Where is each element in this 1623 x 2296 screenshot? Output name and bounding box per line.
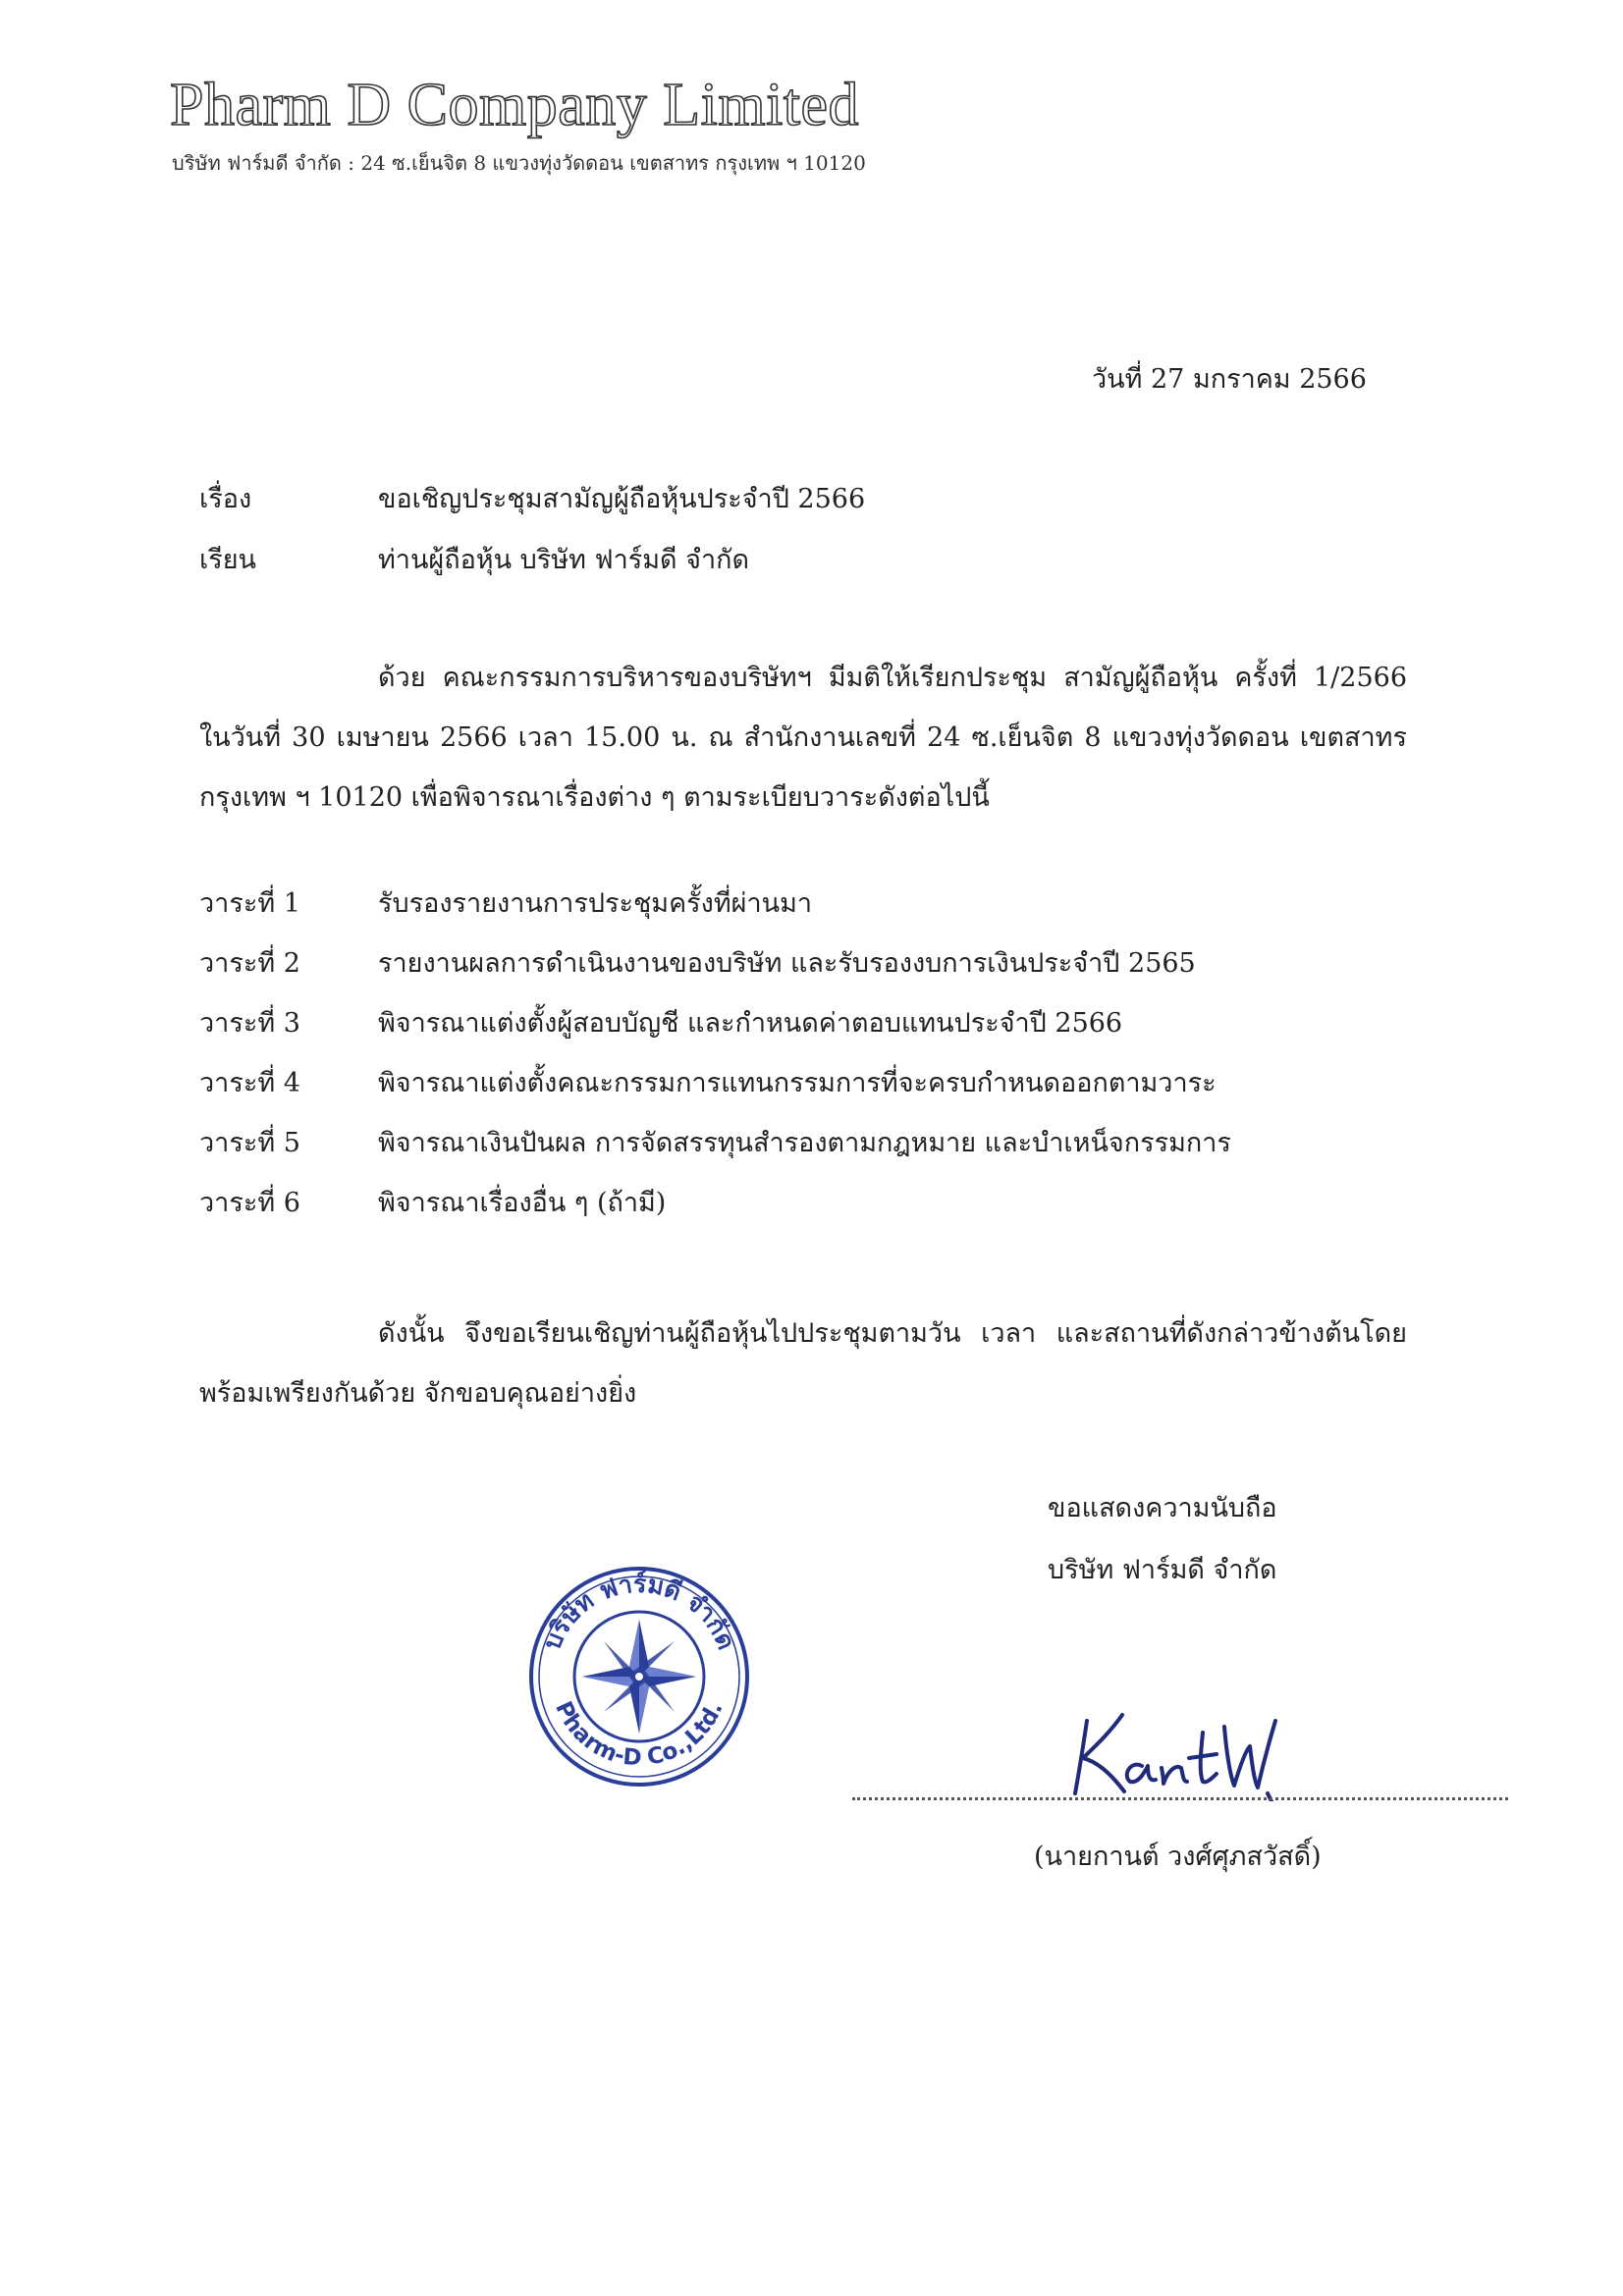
intro-paragraph	[199, 648, 1407, 828]
agenda-number: วาระที่ 3	[199, 1008, 300, 1039]
agenda-number: วาระที่ 6	[199, 1188, 300, 1218]
subject-label: เรื่อง	[199, 484, 252, 514]
subject-value: ขอเชิญประชุมสามัญผู้ถือหุ้นประจำปี 2566	[378, 484, 866, 514]
agenda-text: รายงานผลการดำเนินงานของบริษัท และรับรองงบการเงินประจำปี 2565	[378, 948, 1196, 979]
agenda-number: วาระที่ 4	[199, 1068, 300, 1098]
seal-top-text: บริษัท ฟาร์มดี จำกัด	[537, 1569, 741, 1654]
closing-paragraph	[199, 1304, 1407, 1423]
compass-star-icon	[582, 1620, 696, 1734]
closing-salutation: ขอแสดงความนับถือ	[1048, 1493, 1277, 1523]
agenda-text: พิจารณาเงินปันผล การจัดสรรทุนสำรองตามกฎหมาย และบำเหน็จกรรมการ	[378, 1128, 1231, 1158]
seal-bottom-text: Pharm-D Co.,Ltd.	[550, 1697, 729, 1772]
closing-line-1: ดังนั้น จึงขอเรียนเชิญท่านผู้ถือหุ้นไปประชุมตามวัน เวลา และสถานที่ดังกล่าวข้างต้นโดย	[378, 1318, 1407, 1349]
agenda-text: รับรองรายงานการประชุมครั้งที่ผ่านมา	[378, 888, 813, 919]
agenda-number: วาระที่ 1	[199, 888, 300, 919]
recipient-value: ท่านผู้ถือหุ้น บริษัท ฟาร์มดี จำกัด	[378, 545, 750, 575]
closing-line-2: พร้อมเพรียงกันด้วย จักขอบคุณอย่างยิ่ง	[199, 1378, 637, 1409]
intro-line-2: ในวันที่ 30 เมษายน 2566 เวลา 15.00 น. ณ สำนักงานเลขที่ 24 ซ.เย็นจิต 8 แขวงทุ่งวัดดอน เขตสาทร	[199, 722, 1407, 753]
signature-dotted-line	[852, 1797, 1508, 1800]
company-address: บริษัท ฟาร์มดี จำกัด : 24 ซ.เย็นจิต 8 แขวงทุ่งวัดดอน เขตสาทร กรุงเทพ ฯ 10120	[172, 151, 866, 175]
handwritten-signature	[1065, 1693, 1281, 1801]
intro-line-3: กรุงเทพ ฯ 10120 เพื่อพิจารณาเรื่องต่าง ๆ ตามระเบียบวาระดังต่อไปนี้	[199, 782, 990, 813]
agenda-text: พิจารณาแต่งตั้งผู้สอบบัญชี และกำหนดค่าตอบแทนประจำปี 2566	[378, 1008, 1123, 1039]
agenda-number: วาระที่ 5	[199, 1128, 300, 1158]
letter-date: วันที่ 27 มกราคม 2566	[1092, 364, 1367, 395]
intro-line-1: ด้วย คณะกรรมการบริหารของบริษัทฯ มีมติให้เรียกประชุม สามัญผู้ถือหุ้น ครั้งที่ 1/2566	[378, 663, 1407, 693]
signer-name: (นายกานต์ วงศ์ศุภสวัสดิ์)	[1034, 1842, 1322, 1872]
agenda-text: พิจารณาเรื่องอื่น ๆ (ถ้ามี)	[378, 1188, 667, 1218]
recipient-label: เรียน	[199, 545, 257, 575]
agenda-number: วาระที่ 2	[199, 948, 300, 979]
agenda-text: พิจารณาแต่งตั้งคณะกรรมการแทนกรรมการที่จะครบกำหนดออกตามวาระ	[378, 1068, 1217, 1098]
company-seal-stamp	[525, 1563, 753, 1790]
closing-company: บริษัท ฟาร์มดี จำกัด	[1048, 1555, 1277, 1585]
company-name: Pharm D Company Limited	[170, 72, 860, 138]
